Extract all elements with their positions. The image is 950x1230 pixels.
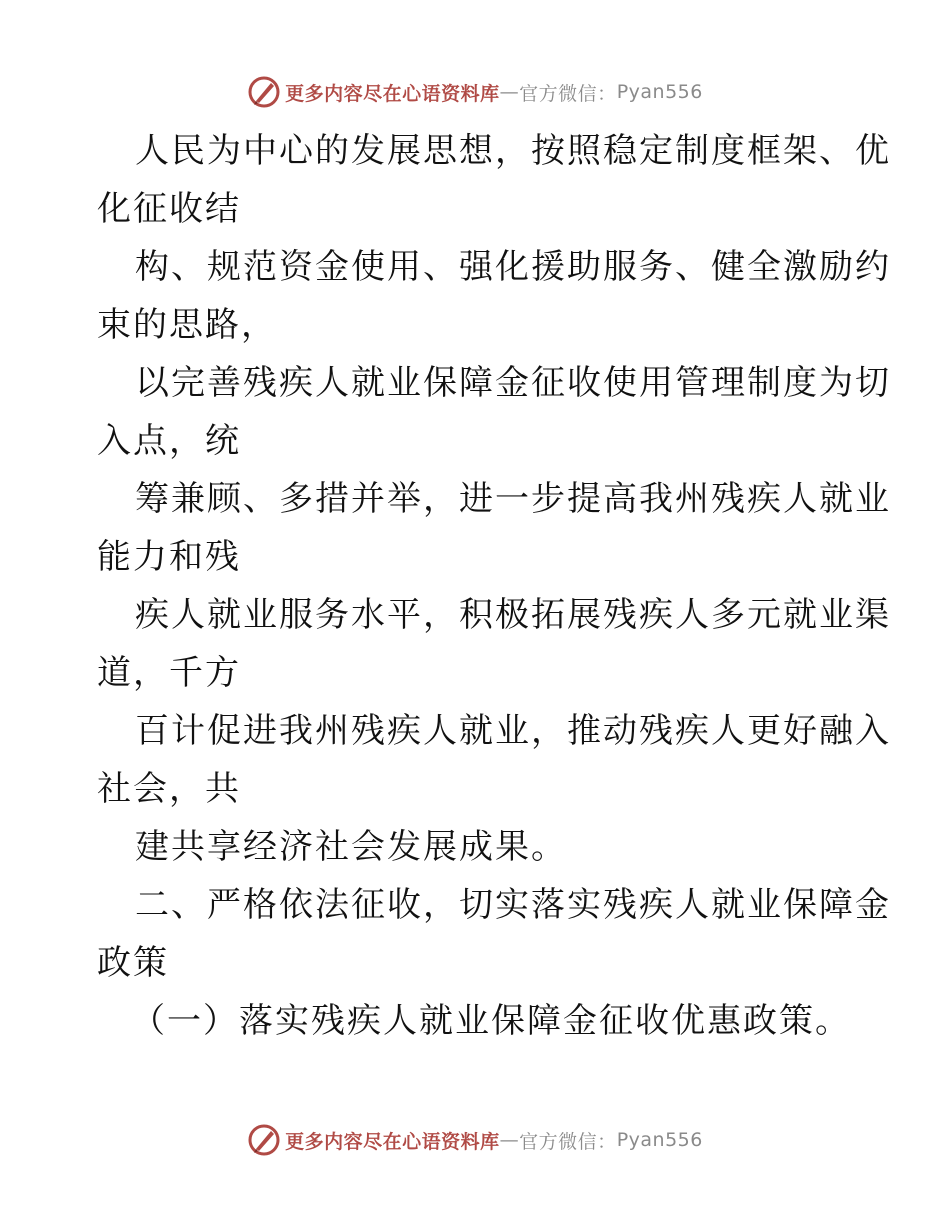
body-line: 疾人就业服务水平，积极拓展残疾人多元就业渠	[135, 595, 891, 635]
subsection-heading: （一）落实残疾人就业保障金征收优惠政策。	[131, 1001, 851, 1041]
body-line: 能力和残	[97, 537, 241, 577]
body-line: 建共享经济社会发展成果。	[135, 827, 567, 867]
body-line: 化征收结	[97, 189, 241, 229]
watermark-wechat-id: Pyan556	[616, 81, 703, 103]
watermark-wechat-label: 官方微信：	[519, 82, 617, 105]
watermark-dash: —	[499, 1129, 520, 1151]
body-line: 道，千方	[97, 653, 241, 693]
watermark-brand: 更多内容尽在心语资料库	[285, 82, 500, 105]
footer-watermark	[0, 1120, 950, 1160]
watermark-brand: 更多内容尽在心语资料库	[285, 1130, 500, 1153]
quill-logo-icon	[247, 75, 281, 109]
watermark-dash: —	[499, 81, 520, 103]
body-line: 百计促进我州残疾人就业，推动残疾人更好融入	[135, 711, 891, 751]
body-line: 社会，共	[97, 769, 241, 809]
section-heading-cont: 政策	[97, 943, 169, 983]
body-line: 束的思路，	[97, 305, 277, 345]
body-line: 筹兼顾、多措并举，进一步提高我州残疾人就业	[135, 479, 891, 519]
body-line: 人民为中心的发展思想，按照稳定制度框架、优	[135, 131, 891, 171]
watermark-wechat-label: 官方微信：	[519, 1130, 617, 1153]
section-heading: 二、严格依法征收，切实落实残疾人就业保障金	[135, 885, 891, 925]
body-line: 以完善残疾人就业保障金征收使用管理制度为切	[135, 363, 891, 403]
document-body	[97, 122, 891, 1050]
body-line: 构、规范资金使用、强化援助服务、健全激励约	[135, 247, 891, 287]
watermark-wechat-id: Pyan556	[616, 1129, 703, 1151]
header-watermark	[0, 72, 950, 112]
body-line: 入点，统	[97, 421, 241, 461]
quill-logo-icon	[247, 1123, 281, 1157]
